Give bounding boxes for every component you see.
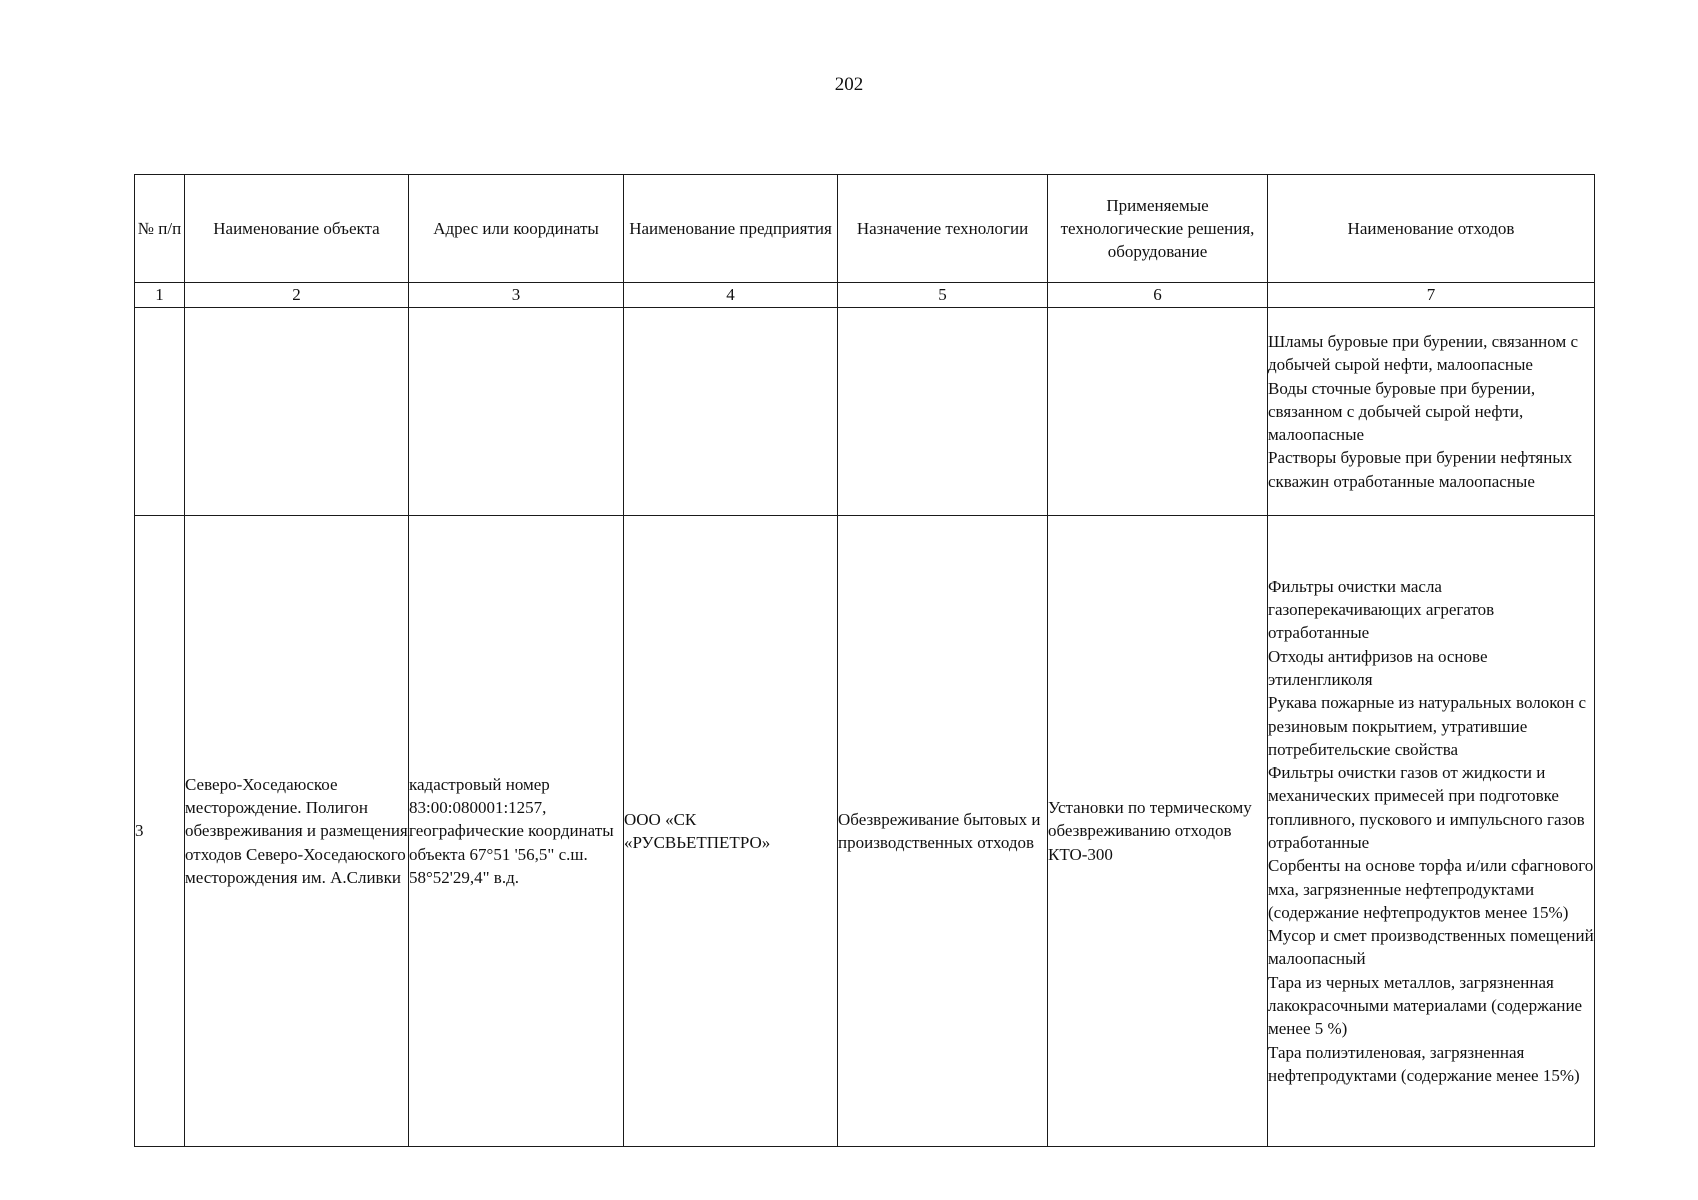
table-header-row	[135, 175, 1595, 283]
column-number: 7	[1268, 283, 1595, 308]
table-row-3	[135, 516, 1595, 1147]
header-enterprise: Наименование предприятия	[624, 175, 838, 283]
header-purpose: Назначение технологии	[838, 175, 1048, 283]
empty-cell	[1048, 308, 1268, 516]
waste-item: Фильтры очистки газов от жидкости и механических примесей при подготовке топливного, пускового и импульсного газов отработанные	[1268, 763, 1585, 852]
header-waste: Наименование отходов	[1268, 175, 1595, 283]
purpose-cell: Обезвреживание бытовых и производственных отходов	[838, 516, 1048, 1147]
page-number: 202	[834, 74, 864, 95]
empty-cell	[624, 308, 838, 516]
empty-cell	[838, 308, 1048, 516]
empty-cell	[185, 308, 409, 516]
header-num: № п/п	[135, 175, 185, 283]
header-object-name: Наименование объекта	[185, 175, 409, 283]
waste-item: Тара из черных металлов, загрязненная лакокрасочными материалами (содержание менее 5 %)	[1268, 972, 1583, 1039]
waste-item: Отходы антифризов на основе этиленгликоля	[1268, 646, 1488, 689]
column-number: 2	[185, 283, 409, 308]
waste-item: Шламы буровые при бурении, связанном с добычей сырой нефти, малоопасные	[1268, 331, 1578, 375]
column-number: 6	[1048, 283, 1268, 308]
empty-cell	[135, 308, 185, 516]
enterprise-cell: ООО «СК «РУСВЬЕТПЕТРО»	[624, 516, 838, 1147]
address-cell: кадастровый номер 83:00:080001:1257, географические координаты объекта 67°51 '56,5" с.ш. 58°52'29,4" в.д.	[409, 516, 624, 1147]
waste-item: Тара полиэтиленовая, загрязненная нефтепродуктами (содержание менее 15%)	[1268, 1042, 1580, 1085]
empty-cell	[409, 308, 624, 516]
waste-facilities-table	[134, 174, 1595, 1147]
table-row-continuation	[135, 308, 1595, 516]
waste-item: Рукава пожарные из натуральных волокон с резиновым покрытием, утратившие потребительские свойства	[1268, 693, 1587, 759]
column-number: 1	[135, 283, 185, 308]
waste-list-cell	[1268, 516, 1595, 1147]
header-solutions: Применяемые технологические решения, оборудование	[1048, 175, 1268, 283]
waste-item: Растворы буровые при бурении нефтяных скважин отработанные малоопасные	[1268, 448, 1573, 491]
column-number: 5	[838, 283, 1048, 308]
solutions-cell: Установки по термическому обезвреживанию отходов КТО-300	[1048, 516, 1268, 1147]
waste-item: Сорбенты на основе торфа и/или сфагнового мха, загрязненные нефтепродуктами (содержание нефтепродуктов менее 15%)	[1268, 856, 1594, 922]
waste-item: Воды сточные буровые при бурении, связанном с добычей сырой нефти, малоопасные	[1268, 378, 1536, 445]
object-name-cell: Северо-Хоседаюское месторождение. Полигон обезвреживания и размещения отходов Северо-Хоседаюского месторождения им. А.Сливки	[185, 516, 409, 1147]
column-number: 3	[409, 283, 624, 308]
row-number-cell: 3	[135, 516, 185, 1147]
column-number-row	[135, 283, 1595, 308]
waste-item: Фильтры очистки масла газоперекачивающих агрегатов отработанные	[1268, 576, 1495, 643]
column-number: 4	[624, 283, 838, 308]
waste-list-cell	[1268, 308, 1595, 516]
header-address: Адрес или координаты	[409, 175, 624, 283]
waste-item: Мусор и смет производственных помещений малоопасный	[1268, 926, 1594, 969]
